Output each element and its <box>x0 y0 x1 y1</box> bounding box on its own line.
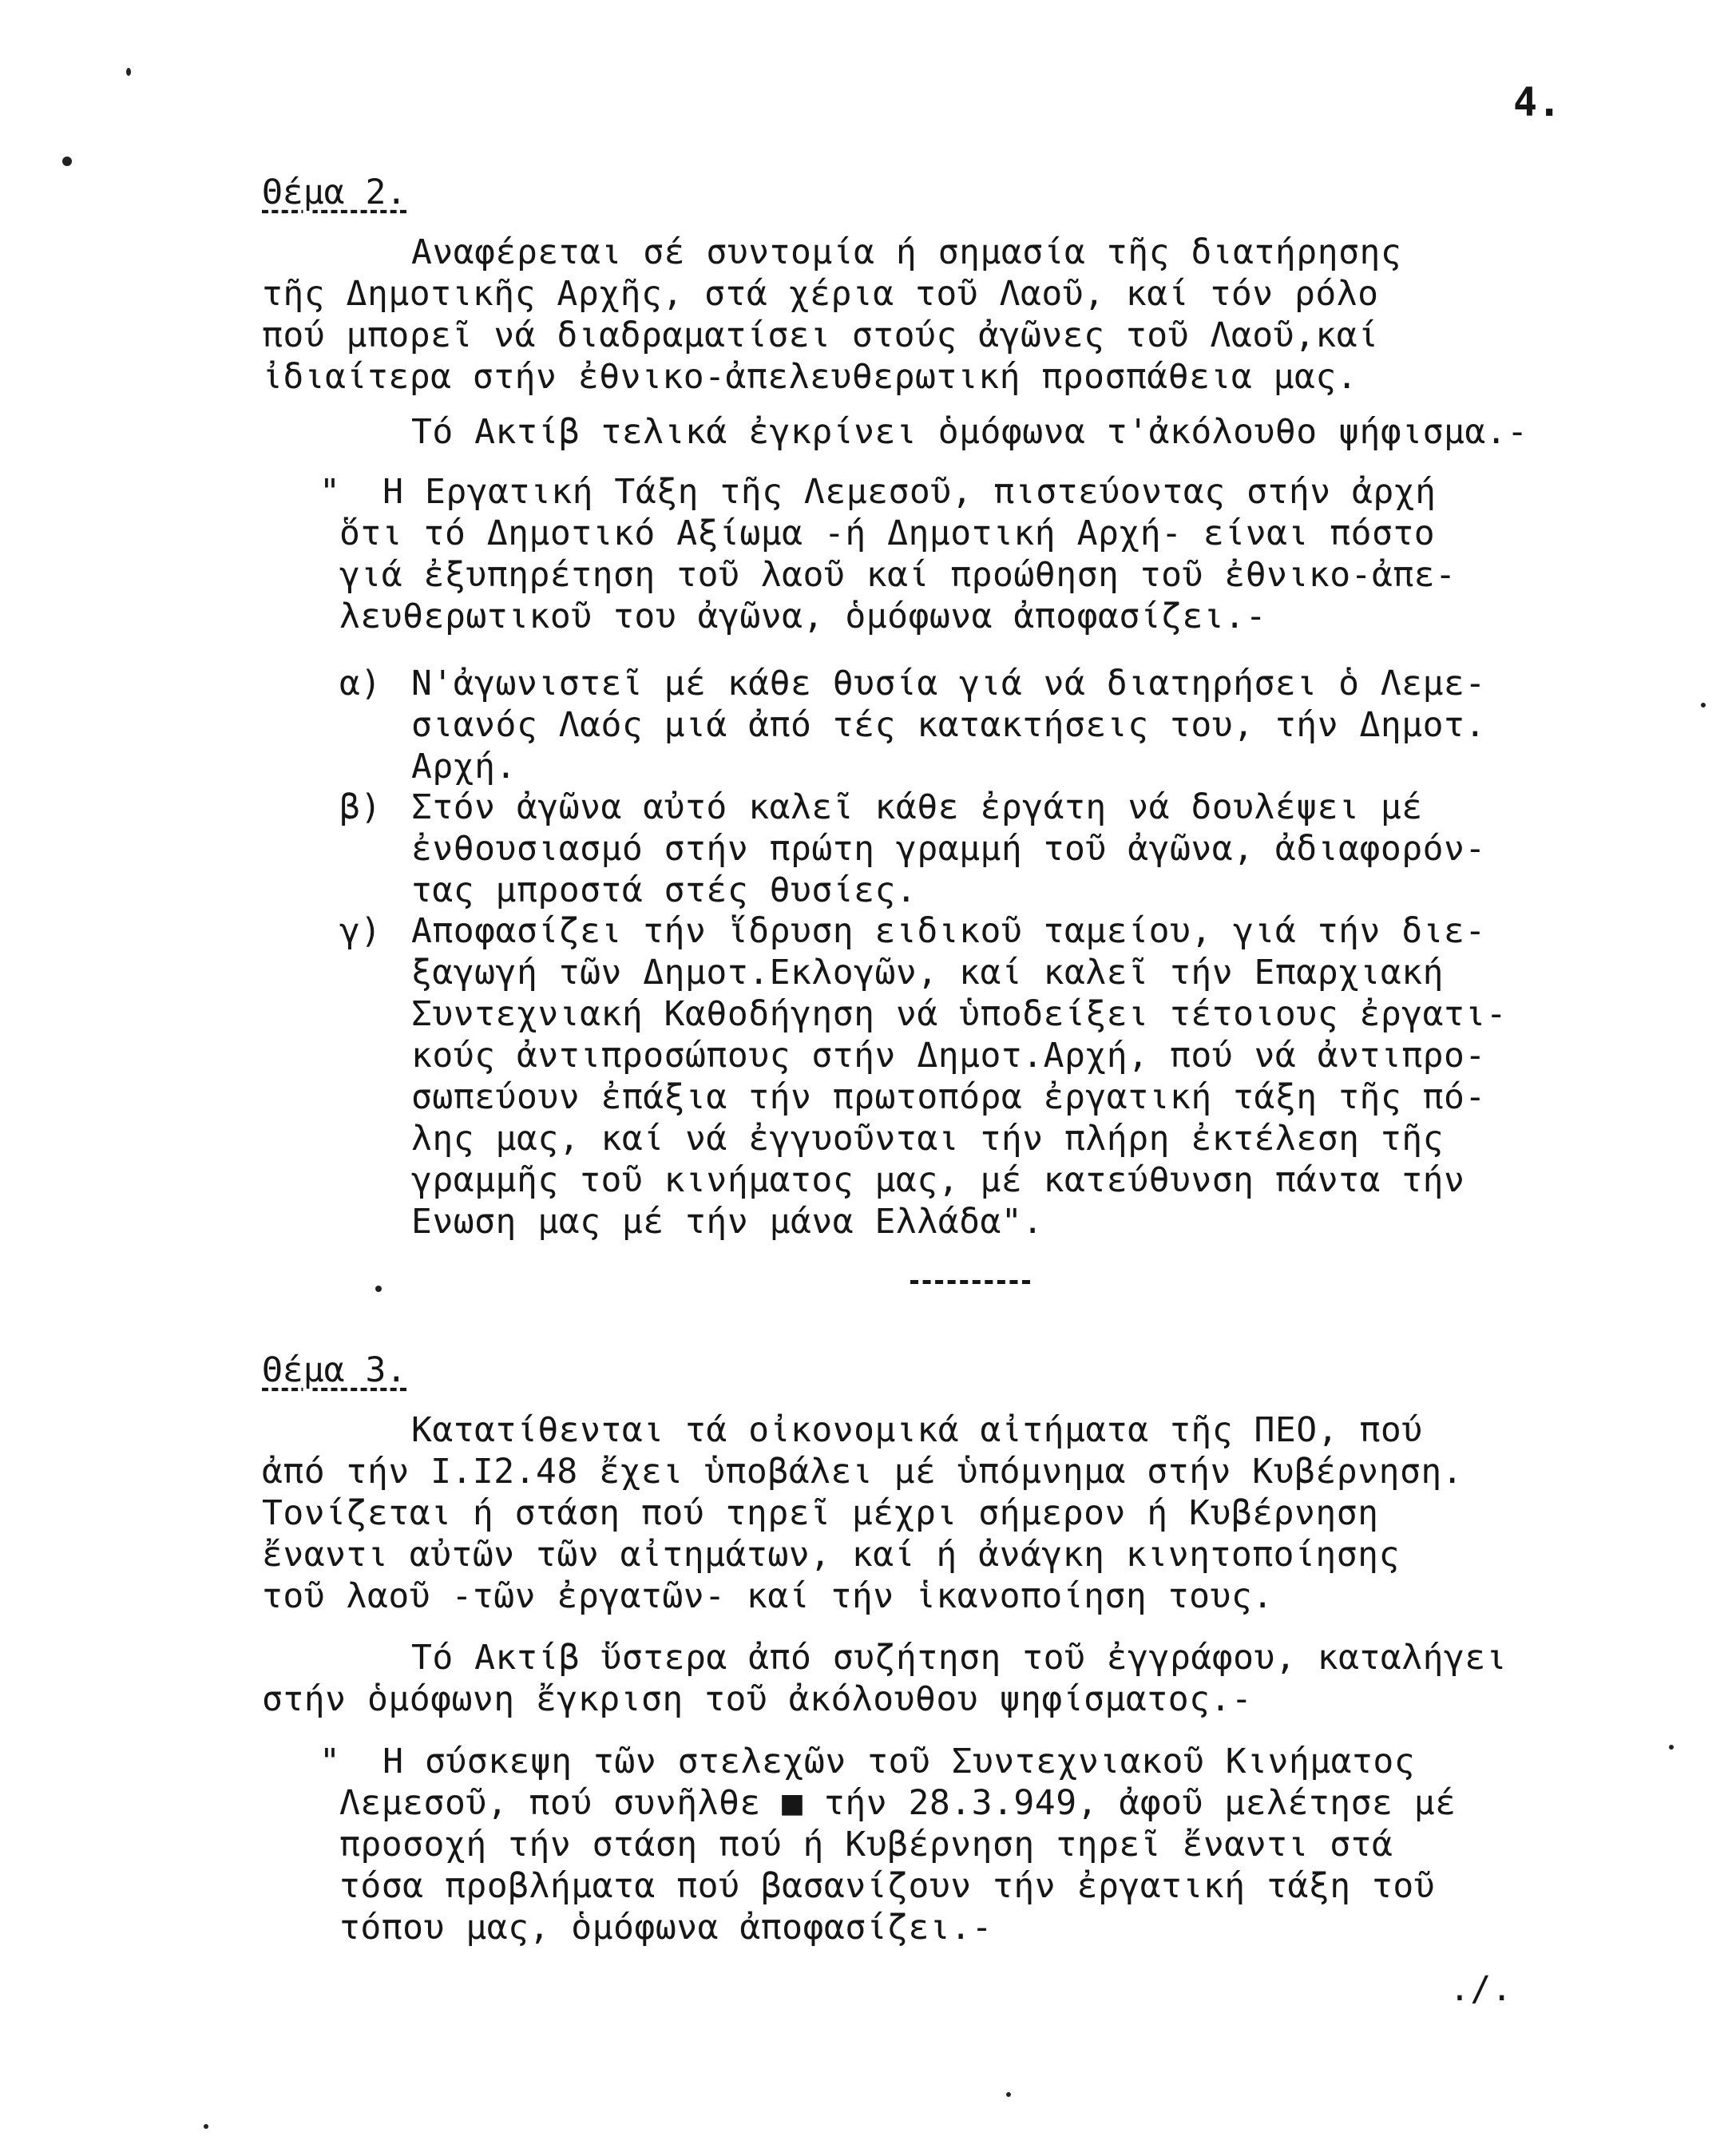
item-line: γραμμῆς τοῦ κινήματος μας, μέ κατεύθυνση πάντα τήν <box>411 1160 1465 1200</box>
resolution-1-line: ὅτι τό Δημοτικό Αξίωμα -ή Δημοτική Αρχή- είναι πόστο <box>339 513 1436 553</box>
item-line: Ενωση μας μέ τήν μάνα Ελλάδα". <box>411 1202 1044 1242</box>
resolution-1-line: λευθερωτικοῦ του ἀγῶνα, ὁμόφωνα ἀποφασίζει.- <box>339 596 1267 636</box>
item-label: γ) <box>339 911 382 951</box>
item-line: σιανός Λαός μιά ἀπό τές κατακτήσεις του, τήν Δημοτ. <box>411 705 1486 745</box>
item-line: ξαγωγή τῶν Δημοτ.Εκλογῶν, καί καλεῖ τήν Επαρχιακή <box>411 953 1445 993</box>
resolution-2-line: τόσα προβλήματα πού βασανίζουν τήν ἐργατική τάξη τοῦ <box>339 1866 1436 1906</box>
item-line: Στόν ἀγῶνα αὐτό καλεῖ κάθε ἐργάτη νά δουλέψει μέ <box>411 787 1423 827</box>
item-label: β) <box>339 787 382 827</box>
section-3-intro-line: ἀπό τήν Ι.Ι2.48 ἔχει ὑποβάλει μέ ὑπόμνημα στήν Κυβέρνηση. <box>262 1452 1464 1492</box>
scan-speck <box>62 157 72 166</box>
section-2-approval: Τό Ακτίβ τελικά ἐγκρίνει ὁμόφωνα τ'ἀκόλουθο ψήφισμα.- <box>411 412 1528 452</box>
item-line: σωπεύουν ἐπάξια τήν πρωτοπόρα ἐργατική τάξη τῆς πό- <box>411 1077 1486 1117</box>
resolution-2-line: " Η σύσκεψη τῶν στελεχῶν τοῦ Συντεχνιακοῦ Κινήματος <box>319 1742 1416 1781</box>
item-line: λης μας, καί νά ἐγγυοῦνται τήν πλήρη ἐκτέλεση τῆς <box>411 1119 1445 1159</box>
scan-speck <box>375 1286 382 1292</box>
resolution-1-line: γιά ἐξυπηρέτηση τοῦ λαοῦ καί προώθηση τοῦ ἐθνικο-ἀπε- <box>339 555 1457 595</box>
section-3-approval-line: στήν ὁμόφωνη ἔγκριση τοῦ ἀκόλουθου ψηφίσματος.- <box>262 1679 1253 1719</box>
resolution-1-line: " Η Εργατική Τάξη τῆς Λεμεσοῦ, πιστεύοντας στήν ἀρχή <box>319 472 1437 512</box>
item-line: Συντεχνιακή Καθοδήγηση νά ὑποδείξει τέτοιους ἐργατι- <box>411 994 1508 1034</box>
section-3-intro-line: Κατατίθενται τά οἰκονομικά αἰτήματα τῆς ΠΕΟ, πού <box>411 1410 1423 1450</box>
section-2-heading: Θέμα 2. <box>262 172 407 212</box>
section-3-intro-line: Τονίζεται ή στάση πού τηρεῖ μέχρι σήμερον ή Κυβέρνηση <box>262 1493 1379 1533</box>
item-line: τας μπροστά στές θυσίες. <box>411 870 918 910</box>
section-2-intro-line: Αναφέρεται σέ συντομία ή σημασία τῆς διατήρησης <box>411 232 1402 272</box>
scan-speck <box>204 2124 208 2129</box>
section-2-intro-line: ἰδιαίτερα στήν ἐθνικο-ἀπελευθερωτική προσπάθεια μας. <box>262 357 1358 397</box>
scan-speck <box>1669 1745 1674 1750</box>
item-line: Ν'ἀγωνιστεῖ μέ κάθε θυσία γιά νά διατηρήσει ὁ Λεμε- <box>411 664 1486 703</box>
section-2-intro-line: πού μπορεῖ νά διαδραματίσει στούς ἀγῶνες τοῦ Λαοῦ,καί <box>262 315 1379 355</box>
resolution-2-line: τόπου μας, ὁμόφωνα ἀποφασίζει.- <box>339 1908 993 1948</box>
section-separator <box>910 1280 1030 1284</box>
item-line: Αρχή. <box>411 747 517 787</box>
section-3-approval-line: Τό Ακτίβ ὕστερα ἀπό συζήτηση τοῦ ἐγγράφου, καταλήγει <box>411 1638 1508 1678</box>
resolution-2-line: Λεμεσοῦ, πού συνῆλθε ■ τήν 28.3.949, ἀφοῦ μελέτησε μέ <box>339 1783 1457 1823</box>
scan-speck <box>126 68 131 76</box>
continuation-mark: ./. <box>1449 1969 1513 2009</box>
page-number: 4. <box>1513 79 1562 125</box>
section-3-heading: Θέμα 3. <box>262 1350 407 1390</box>
item-line: ἐνθουσιασμό στήν πρώτη γραμμή τοῦ ἀγῶνα, ἀδιαφορόν- <box>411 829 1486 869</box>
item-line: κούς ἀντιπροσώπους στήν Δημοτ.Αρχή, πού νά ἀντιπρο- <box>411 1036 1486 1076</box>
scan-speck <box>1006 2092 1011 2097</box>
item-line: Αποφασίζει τήν ἵδρυση ειδικοῦ ταμείου, γιά τήν διε- <box>411 911 1486 951</box>
section-3-intro-line: τοῦ λαοῦ -τῶν ἐργατῶν- καί τήν ἱκανοποίηση τους. <box>262 1576 1274 1616</box>
section-3-intro-line: ἔναντι αὐτῶν τῶν αἰτημάτων, καί ή ἀνάγκη κινητοποίησης <box>262 1535 1400 1575</box>
item-label: α) <box>339 664 382 703</box>
resolution-2-line: προσοχή τήν στάση πού ή Κυβέρνηση τηρεῖ ἔναντι στά <box>339 1825 1393 1865</box>
scan-speck <box>1701 703 1706 707</box>
section-2-intro-line: τῆς Δημοτικῆς Αρχῆς, στά χέρια τοῦ Λαοῦ, καί τόν ρόλο <box>262 274 1379 314</box>
